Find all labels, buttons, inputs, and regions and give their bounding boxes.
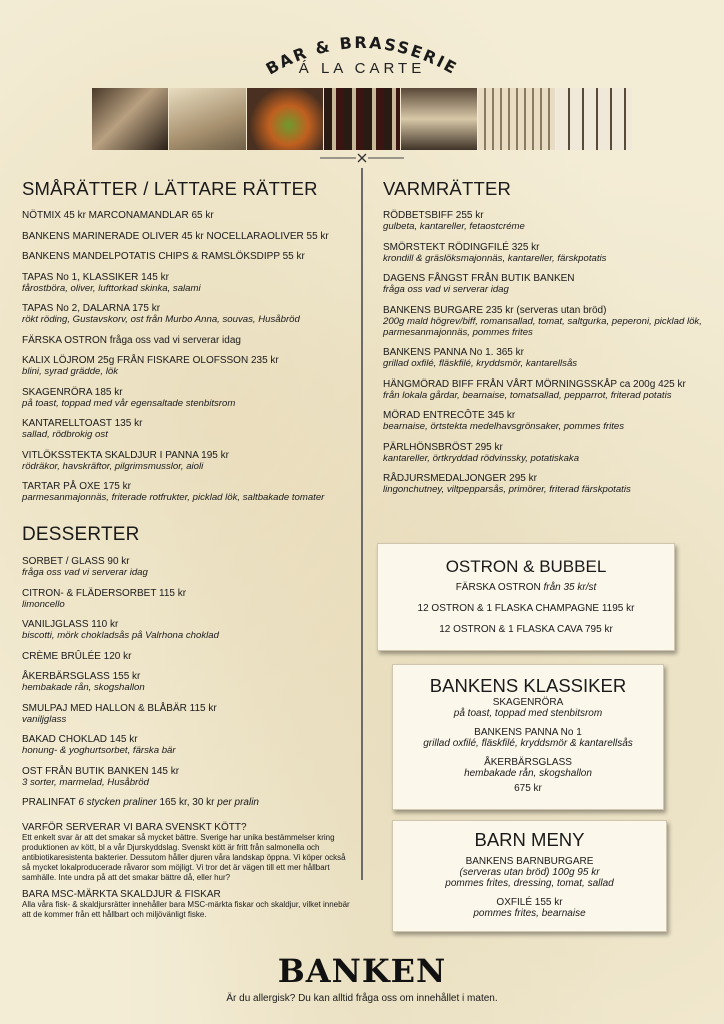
banken-logo: [277, 952, 447, 990]
varmratt-item-desc: från lokala gårdar, bearnaise, tomatsallad, pepparrot, friterad potatis: [383, 389, 672, 401]
menu-item-name: NÖTMIX 45 kr MARCONAMANDLAR 65 kr: [22, 210, 214, 221]
klassiker-item-desc: grillad oxfilé, fläskfilé, kryddsmör & kantarellsås: [423, 738, 633, 749]
dessert-item-name: VANILJGLASS 110 kr: [22, 619, 119, 630]
menu-item-name: TAPAS No 2, DALARNA 175 kr: [22, 303, 161, 314]
varmratter-list: [383, 210, 713, 495]
dessert-item-name: SMULPAJ MED HALLON & BLÅBÄR 115 kr: [22, 702, 217, 714]
dessert-item-desc: 3 sorter, marmelad, Husåbröd: [22, 776, 149, 788]
photo-glasses: [478, 88, 554, 150]
menu-item-name: TAPAS No 1, KLASSIKER 145 kr: [22, 271, 169, 283]
varmratt-item: [383, 347, 713, 369]
menu-item-desc: rödräkor, havskräftor, pilgrimsmusslor, aioli: [22, 460, 204, 472]
allergy-note: Är du allergisk? Du kan alltid fråga oss om innehållet i maten.: [226, 993, 498, 1004]
dessert-item: [22, 703, 352, 725]
smaratter-heading: SMÅRÄTTER / LÄTTARE RÄTTER: [22, 178, 318, 199]
dessert-item: [22, 671, 352, 693]
dessert-item-desc: honung- & yoghurtsorbet, färska bär: [22, 745, 176, 756]
photo-wine: [324, 88, 400, 150]
ostron-bubbel-box: [377, 543, 675, 651]
desserter-list: [22, 556, 352, 788]
dessert-item-name: OST FRÅN BUTIK BANKEN 145 kr: [22, 765, 180, 777]
menu-item-name: KANTARELLTOAST 135 kr: [22, 418, 143, 429]
desserter-heading: DESSERTER: [22, 524, 140, 545]
varmratt-item: [383, 473, 713, 495]
dessert-item-desc: hembakade rån, skogshallon: [22, 682, 145, 693]
menu-item: [22, 210, 352, 221]
varmratt-item: [383, 305, 713, 338]
dessert-item-name: CRÈME BRÛLÉE 120 kr: [22, 650, 132, 662]
dessert-item-name: CITRON- & FLÄDERSORBET 115 kr: [22, 587, 187, 599]
ostron-bubbel-heading: OSTRON & BUBBEL: [445, 557, 607, 576]
varmratt-item: [383, 410, 713, 432]
dessert-item: [22, 619, 352, 641]
ornament-x-icon: [320, 152, 404, 164]
msc-info: [22, 889, 352, 920]
varmratt-item-name: RÖDBETSBIFF 255 kr: [383, 210, 484, 221]
kott-text: Ett enkelt svar är att det smakar så mycket bättre. Sverige har unika bestämmelser kring produktionen av kött, bl a vår Djurskyddslag. Svenskt kött är fritt från salmonella och antibiotikaresistenta bakterier. Dessutom håller djuren våra landskap öppna. Vi köper också så mycket lokalproducerade råvaror som möjligt. Vi tror det är vägen till ett mer hållbart samhälle. Inte undra på att det smakar bättre då, eller hur?: [22, 833, 346, 882]
varmratt-item: [383, 442, 713, 464]
menu-item-name: BANKENS MARINERADE OLIVER 45 kr NOCELLARAOLIVER 55 kr: [22, 230, 329, 242]
ostron-line2: 12 OSTRON & 1 FLASKA CHAMPAGNE 1195 kr: [417, 603, 635, 614]
pralin-per: per pralin: [217, 797, 259, 808]
varmratt-item: [383, 273, 713, 295]
varmratt-item: [383, 379, 713, 401]
photo-chef: [92, 88, 168, 150]
varmratt-item-desc: 200g mald högrev/biff, romansallad, tomat, saltgurka, peperoni, picklad lök, parmesanmajonnäs, pommes frites: [383, 315, 702, 338]
photo-kitchen: [401, 88, 477, 150]
header-subtitle: Á LA CARTE: [298, 60, 426, 77]
klassiker-item-name: BANKENS PANNA No 1: [474, 727, 582, 738]
klassiker-item-name: ÅKERBÄRSGLASS: [484, 757, 572, 768]
bar-photo-strip: [92, 88, 632, 150]
banken-logo-text: BANKEN: [277, 952, 447, 990]
menu-item: [22, 303, 352, 325]
menu-item: [22, 481, 352, 503]
varmratt-item-desc: bearnaise, örtstekta medelhavsgrönsaker, pommes frites: [383, 421, 625, 432]
smaratter-list: [22, 210, 352, 503]
klassiker-list: [393, 697, 663, 779]
dessert-item-desc: vaniljglass: [22, 713, 67, 725]
pralin-desc: 6 stycken praliner: [78, 797, 157, 808]
klassiker-heading: BANKENS KLASSIKER: [429, 675, 627, 696]
menu-item-name: BANKENS MANDELPOTATIS CHIPS & RAMSLÖKSDIPP 55 kr: [22, 251, 305, 262]
varmratt-item-desc: grillad oxfilé, fläskfilé, kryddsmör, kantarellsås: [383, 358, 578, 369]
barn-item1-desc: pommes frites, dressing, tomat, sallad: [445, 878, 614, 889]
varmratt-item-name: BANKENS BURGARE 235 kr (serveras utan bröd): [383, 304, 607, 316]
varmratt-item-desc: lingonchutney, viltpepparsås, primörer, friterad färskpotatis: [383, 484, 631, 495]
menu-item: [22, 355, 352, 377]
ostron-line1-price: från 35 kr/st: [543, 582, 597, 593]
dessert-item: [22, 734, 352, 756]
dessert-item-desc: limoncello: [22, 598, 65, 610]
barn-item2-name: OXFILÉ 155 kr: [496, 897, 563, 908]
varmratt-item-desc: krondill & gräslöksmajonnäs, kantareller, färskpotatis: [383, 252, 607, 264]
menu-item: [22, 335, 352, 346]
kott-info: [22, 822, 352, 883]
photo-salad: [247, 88, 323, 150]
klassiker-item-desc: på toast, toppad med stenbitsrom: [453, 708, 603, 719]
kott-heading: VARFÖR SERVERAR VI BARA SVENSKT KÖTT?: [22, 822, 247, 833]
barnmeny-box: [392, 820, 667, 932]
dessert-item: [22, 556, 352, 578]
msc-heading: BARA MSC-MÄRKTA SKALDJUR & FISKAR: [22, 889, 221, 900]
dessert-item-desc: fråga oss vad vi serverar idag: [22, 567, 148, 578]
varmratt-item-name: DAGENS FÅNGST FRÅN BUTIK BANKEN: [383, 273, 575, 284]
varmratt-item-desc: gulbeta, kantareller, fetaostcréme: [383, 221, 525, 232]
barn-item1-name: BANKENS BARNBURGARE: [465, 856, 594, 867]
varmratt-item: [383, 242, 713, 264]
menu-item-desc: parmesanmajonnäs, friterade rotfrukter, picklad lök, saltbakade tomater: [22, 492, 325, 503]
varmratt-item-desc: fråga oss vad vi serverar idag: [383, 284, 509, 295]
ostron-line1-name: FÄRSKA OSTRON: [455, 582, 541, 593]
photo-jars: [556, 88, 632, 150]
right-column: [383, 178, 713, 505]
menu-item-name: KALIX LÖJROM 25g FRÅN FISKARE OLOFSSON 235 kr: [22, 355, 279, 366]
menu-item: [22, 251, 352, 262]
varmratt-item-name: HÄNGMÖRAD BIFF FRÅN VÅRT MÖRNINGSSKÅP ca 200g 425 kr: [383, 378, 686, 390]
varmratt-item: [383, 210, 713, 232]
menu-item-desc: rökt röding, Gustavskorv, ost från Murbo Anna, souvas, Husåbröd: [22, 314, 300, 325]
klassiker-item-name: SKAGENRÖRA: [492, 697, 564, 708]
menu-item-name: VITLÖKSSTEKTA SKALDJUR I PANNA 195 kr: [22, 449, 229, 461]
varmratt-item-name: BANKENS PANNA No 1. 365 kr: [383, 347, 524, 358]
pralin-name: PRALINFAT: [22, 797, 76, 808]
varmratt-item-name: MÖRAD ENTRECÔTE 345 kr: [383, 410, 516, 421]
pralinfat-item: [22, 797, 352, 808]
menu-item-name: SKAGENRÖRA 185 kr: [22, 386, 123, 398]
barn-item2-desc: pommes frites, bearnaise: [473, 908, 586, 919]
klassiker-item-desc: hembakade rån, skogshallon: [464, 768, 592, 779]
header-title-text: BAR & BRASSERIE: [262, 32, 462, 79]
barnmeny-heading: BARN MENY: [474, 829, 585, 850]
menu-item-name: FÄRSKA OSTRON fråga oss vad vi serverar idag: [22, 334, 241, 346]
dessert-item: [22, 766, 352, 788]
menu-item: [22, 418, 352, 440]
photo-cutlery: [169, 88, 245, 150]
varmratt-item-name: SMÖRSTEKT RÖDINGFILÉ 325 kr: [383, 241, 540, 253]
barn-item1-sub: (serveras utan bröd) 100g 95 kr: [459, 867, 600, 878]
pralin-price: 165 kr, 30 kr: [159, 797, 215, 808]
dessert-item-name: SORBET / GLASS 90 kr: [22, 556, 130, 567]
varmratt-item-name: PÄRLHÖNSBRÖST 295 kr: [383, 441, 503, 453]
menu-item: [22, 231, 352, 242]
column-divider: [361, 168, 363, 880]
menu-item-desc: fårostböra, oliver, lufttorkad skinka, salami: [22, 282, 201, 294]
varmratter-heading: VARMRÄTTER: [383, 178, 512, 199]
menu-item: [22, 387, 352, 409]
klassiker-box: [392, 664, 664, 810]
klassiker-price: 675 kr: [514, 783, 542, 794]
ostron-line3: 12 OSTRON & 1 FLASKA CAVA 795 kr: [439, 624, 613, 635]
menu-item-desc: blini, syrad grädde, lök: [22, 366, 118, 377]
menu-item-desc: sallad, rödbrokig ost: [22, 429, 108, 440]
varmratt-item-name: RÅDJURSMEDALJONGER 295 kr: [383, 473, 537, 484]
ostron-line1: [378, 582, 674, 593]
dessert-item-desc: biscotti, mörk chokladsås på Valrhona choklad: [22, 630, 219, 641]
msc-text: Alla våra fisk- & skaldjursrätter innehåller bara MSC-märkta fiskar och skaldjur, vilket innebär att de kommer från ett hållbart och miljövänligt fiske.: [22, 900, 350, 919]
dessert-item: [22, 588, 352, 610]
dessert-item-name: BAKAD CHOKLAD 145 kr: [22, 734, 138, 745]
menu-item-desc: på toast, toppad med vår egensaltade stenbitsrom: [22, 397, 236, 409]
menu-item: [22, 450, 352, 472]
dessert-item-name: ÅKERBÄRSGLASS 155 kr: [22, 671, 141, 682]
menu-item-name: TARTAR PÅ OXE 175 kr: [22, 481, 131, 492]
dessert-item: [22, 651, 352, 662]
menu-item: [22, 272, 352, 294]
varmratt-item-desc: kantareller, örtkryddad rödvinssky, potatiskaka: [383, 452, 580, 464]
left-column: [22, 178, 352, 920]
